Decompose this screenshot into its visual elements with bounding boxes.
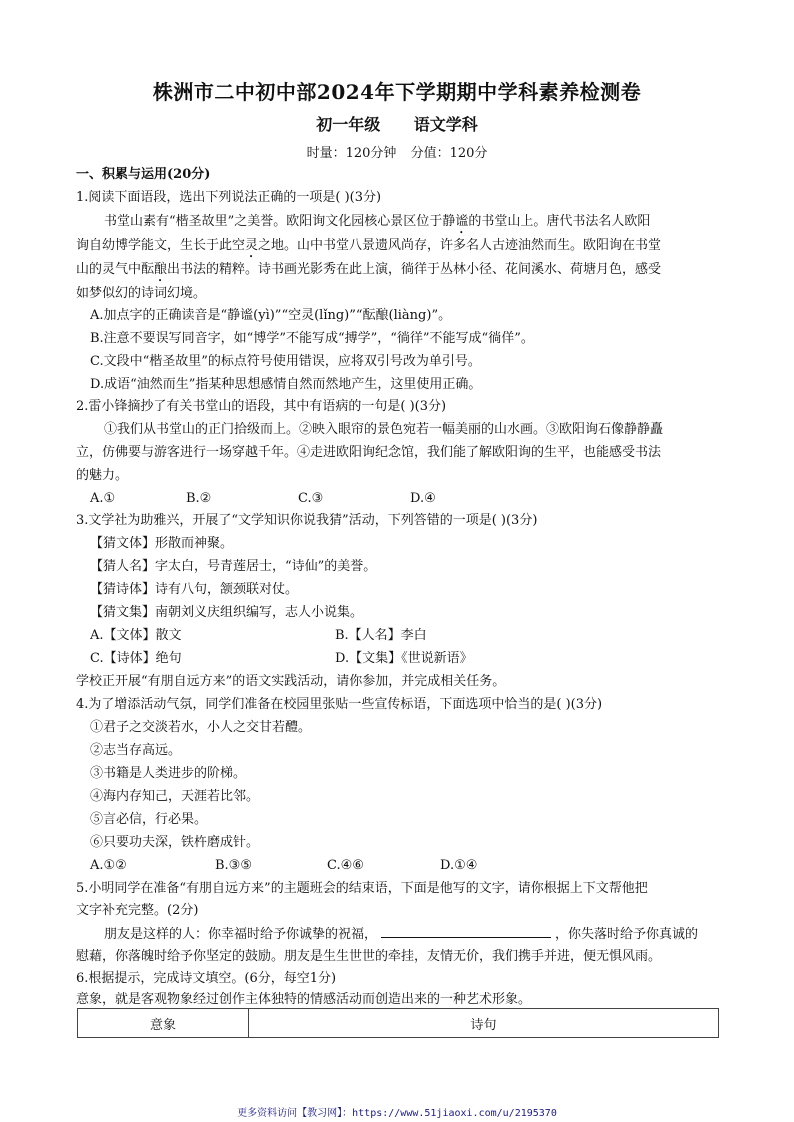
score-label: 分值：120分 xyxy=(410,146,488,161)
exam-subtitle xyxy=(0,112,794,135)
exam-title: 株洲市二中初中部2024年下学期期中学科素养检测卷 xyxy=(152,80,642,104)
q1-passage-line: 山的灵气中酝酿出书法的精粹。诗书画光影秀在此上演，徜徉于丛林小径、花间溪水、荷塘月色，感受 xyxy=(76,262,662,277)
q1-option-a: A.加点字的正确读音是“静谧(yì)”“空灵(lǐng)”“酝酿(liàng)”。 xyxy=(90,308,452,323)
q3-clue: 【猜人名】字太白，号青莲居士，“诗仙”的美誉。 xyxy=(90,559,377,574)
q1-passage-line: 询自幼博学能文，生长于此空灵之地。山中书堂八景遗风尚存，许多名人古迹油然而生。欧阳询在书堂 xyxy=(76,238,662,253)
q2-option-c: C.③ xyxy=(298,491,324,506)
activity-intro: 学校正开展“有朋自远方来”的语文实践活动，请你参加，并完成相关任务。 xyxy=(76,674,506,689)
footer-link[interactable]: 更多资料访问【教习网】：https://www.51jiaoxi.com/u/2195370 xyxy=(237,1108,557,1119)
q4-option-c: C.④⑥ xyxy=(327,858,364,873)
time-score-info xyxy=(0,142,794,161)
q1-passage-line: 如梦似幻的诗词幻境。 xyxy=(76,286,207,301)
q3-option-c: C.【诗体】绝句 xyxy=(90,651,182,666)
q5-text-after: ，你失落时给予你真诚的 xyxy=(555,927,699,942)
time-label: 时量：120分钟 xyxy=(306,146,397,161)
q1-option-b: B.注意不要误写同音字，如“博学”不能写成“搏学”，“徜徉”不能写成“徜佯”。 xyxy=(90,331,534,346)
q5-stem: 5.小明同学在准备“有朋自远方来”的主题班会的结束语，下面是他写的文字，请你根据上下文帮他把 xyxy=(76,881,648,896)
q4-option-d: D.①④ xyxy=(440,858,478,873)
grade-label: 初一年级 xyxy=(316,115,381,134)
q3-clue: 【猜文集】南朝刘义庆组织编写，志人小说集。 xyxy=(90,605,364,620)
q2-passage-line: 立，仿佛要与游客进行一场穿越千年。④走进欧阳询纪念馆，我们能了解欧阳询的生平，也能感受书法 xyxy=(76,445,662,460)
subject-label: 语文学科 xyxy=(413,115,478,134)
q4-option-a: A.①② xyxy=(90,858,127,873)
table-header-verse: 诗句 xyxy=(249,1009,719,1038)
q4-item: ⑤言必信，行必果。 xyxy=(90,812,208,827)
section-heading: 一、积累与运用(20分) xyxy=(76,167,211,182)
q4-item: ⑥只要功夫深，铁杵磨成针。 xyxy=(90,835,260,850)
q1-option-c: C.文段中“楷圣故里”的标点符号使用错误，应将双引号改为单引号。 xyxy=(90,354,481,369)
q2-option-b: B.② xyxy=(186,491,212,506)
q2-option-a: A.① xyxy=(90,491,116,506)
q3-option-b: B.【人名】李白 xyxy=(335,628,427,643)
q5-text-line xyxy=(104,925,698,944)
q6-note: 意象，就是客观物象经过创作主体独特的情感活动而创造出来的一种艺术形象。 xyxy=(76,992,532,1007)
q2-passage-line: ①我们从书堂山的正门拾级而上。②映入眼帘的景色宛若一幅美丽的山水画。③欧阳询石像静静矗 xyxy=(104,422,664,437)
q5-answer-blank[interactable] xyxy=(381,925,551,938)
q3-stem: 3.文学社为助雅兴，开展了“文学知识你说我猜”活动，下列答错的一项是( )(3分) xyxy=(76,513,538,528)
q5-stem: 文字补充完整。(2分) xyxy=(76,903,199,918)
q2-stem: 2.雷小锋摘抄了有关书堂山的语段，其中有语病的一句是( )(3分) xyxy=(76,399,447,414)
q4-item: ②志当存高远。 xyxy=(90,743,182,758)
q3-clue: 【猜诗体】诗有八句，颔颈联对仗。 xyxy=(90,582,299,597)
q4-item: ①君子之交淡若水，小人之交甘若醴。 xyxy=(90,720,312,735)
q3-option-d: D.【文集】《世说新语》 xyxy=(335,651,473,666)
q3-option-a: A.【文体】散文 xyxy=(90,628,182,643)
q5-text-line: 慰藉，你落魄时给予你坚定的鼓励。朋友是生生世世的牵挂，友情无价，我们携手并进，便无惧风雨。 xyxy=(76,949,662,964)
poem-table xyxy=(77,1008,719,1038)
q2-option-d: D.④ xyxy=(410,491,436,506)
q4-item: ④海内存知己，天涯若比邻。 xyxy=(90,789,260,804)
q4-item: ③书籍是人类进步的阶梯。 xyxy=(90,766,247,781)
q3-clue: 【猜文体】形散而神聚。 xyxy=(90,536,234,551)
q6-stem: 6.根据提示，完成诗文填空。(6分，每空1分) xyxy=(76,971,337,986)
q4-stem: 4.为了增添活动气氛，同学们准备在校园里张贴一些宣传标语，下面选项中恰当的是( )(3分) xyxy=(76,697,603,712)
q2-passage-line: 的魅力。 xyxy=(76,468,129,483)
q4-option-b: B.③⑤ xyxy=(215,858,252,873)
table-header-image: 意象 xyxy=(78,1009,249,1038)
q1-passage-line: 书堂山素有“楷圣故里”之美誉。欧阳询文化园核心景区位于静谧的书堂山上。唐代书法名人欧阳 xyxy=(104,214,651,229)
q5-text-before: 朋友是这样的人：你幸福时给予你诚挚的祝福， xyxy=(104,927,378,942)
q1-option-d: D.成语“油然而生”指某种思想感情自然而然地产生，这里使用正确。 xyxy=(90,377,482,392)
q1-stem: 1.阅读下面语段，选出下列说法正确的一项是( )(3分) xyxy=(76,190,382,205)
